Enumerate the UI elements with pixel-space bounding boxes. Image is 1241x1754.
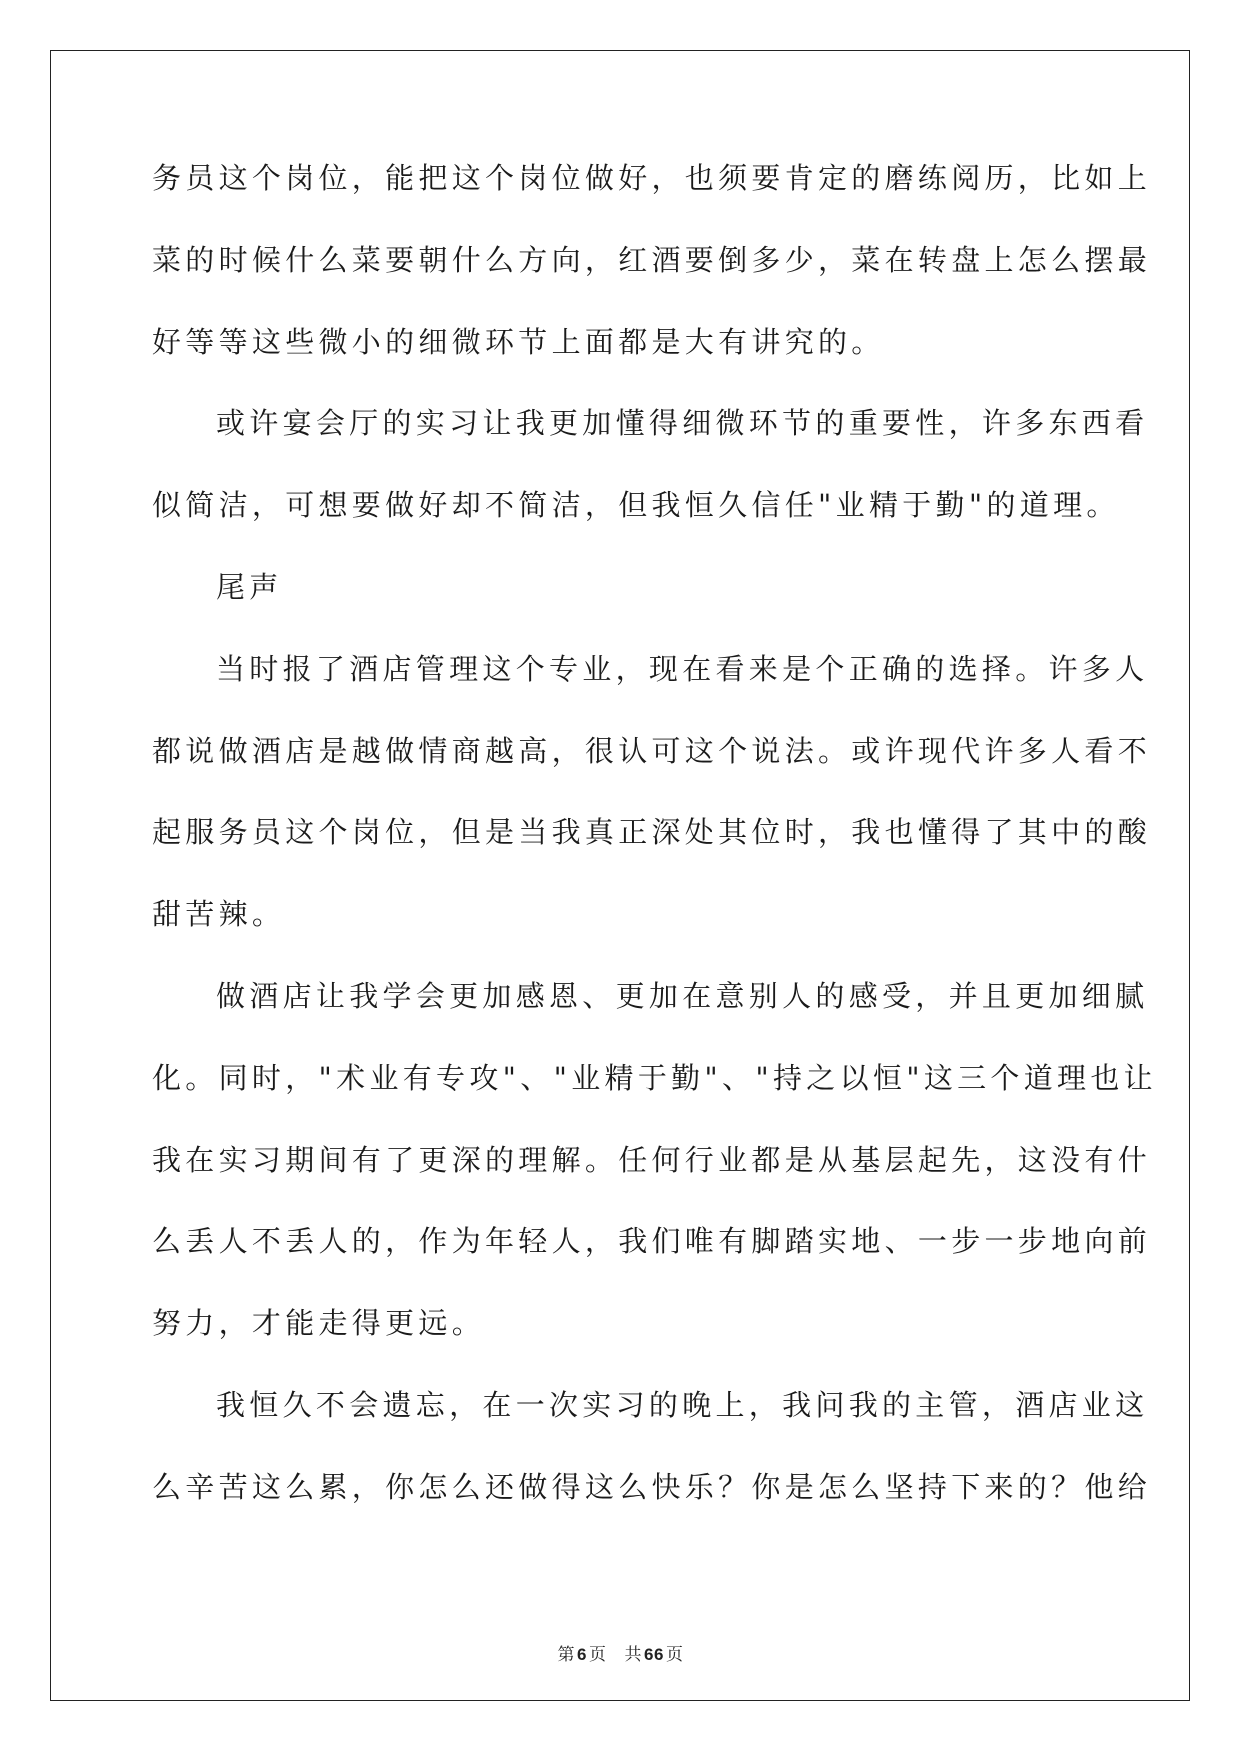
text-line-14: 么丢人不丢人的，作为年轻人，我们唯有脚踏实地、一步一步地向前 (152, 1224, 1152, 1259)
text-line-15: 努力，才能走得更远。 (152, 1306, 486, 1341)
text-line-4: 或许宴会厅的实习让我更加懂得细微环节的重要性，许多东西看 (216, 406, 1149, 441)
page-suffix: 页 (589, 1645, 607, 1665)
text-line-16: 我恒久不会遗忘，在一次实习的晚上，我问我的主管，酒店业这 (216, 1387, 1149, 1422)
page-footer (0, 1640, 1241, 1665)
text-line-10: 甜苦辣。 (152, 897, 286, 932)
total-suffix: 页 (665, 1645, 684, 1665)
text-line-12: 化。同时，"术业有专攻"、"业精于勤"、"持之以恒"这三个道理也让 (152, 1060, 1157, 1095)
text-line-1: 务员这个岗位，能把这个岗位做好，也须要肯定的磨练阅历，比如上 (152, 161, 1152, 195)
text-line-5: 似简洁，可想要做好却不简洁，但我恒久信任"业精于勤"的道理。 (152, 488, 1120, 523)
text-line-8: 都说做酒店是越做情商越高，很认可这个说法。或许现代许多人看不 (152, 733, 1152, 768)
total-prefix: 共 (624, 1645, 643, 1665)
text-line-2: 菜的时候什么菜要朝什么方向，红酒要倒多少，菜在转盘上怎么摆最 (152, 242, 1152, 277)
text-line-3: 好等等这些微小的细微环节上面都是大有讲究的。 (152, 324, 885, 359)
text-line-17: 么辛苦这么累，你怎么还做得这么快乐？你是怎么坚持下来的？他给 (152, 1469, 1152, 1504)
total-pages-number: 66 (644, 1645, 664, 1664)
text-line-13: 我在实习期间有了更深的理解。任何行业都是从基层起先，这没有什 (152, 1142, 1152, 1177)
current-page-number: 6 (577, 1645, 588, 1664)
text-line-11: 做酒店让我学会更加感恩、更加在意别人的感受，并且更加细腻 (216, 978, 1149, 1013)
section-heading-epilogue: 尾声 (216, 569, 283, 604)
document-body (152, 150, 1157, 1541)
page-prefix: 第 (557, 1645, 576, 1665)
text-line-7: 当时报了酒店管理这个专业，现在看来是个正确的选择。许多人 (216, 651, 1149, 686)
text-line-9: 起服务员这个岗位，但是当我真正深处其位时，我也懂得了其中的酸 (152, 815, 1152, 850)
